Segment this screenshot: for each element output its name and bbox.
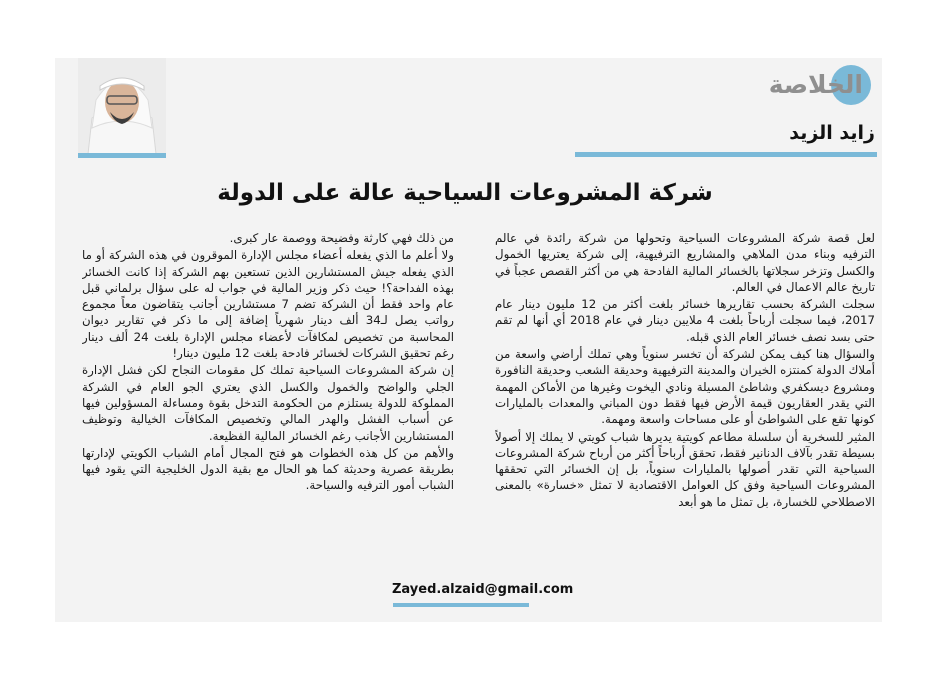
paragraph: والسؤال هنا كيف يمكن لشركة أن تخسر سنوياً وهي تملك أراضي واسعة من أملاك الدولة كمنتزه الخيران والمدينة الترفيهية وحديقة الشعب وحديقة النافورة ومشروع ديسكفري وشاطئ المسيلة ونادي اليخوت وغيرها من الأماكن المهمة التي يقدر العقاريون قيمة الأرض فيها فقط دون المباني والمعدات بالمليارات كونها تقع على الشواطئ أو على مساحات واسعة ومهمة. <box>495 347 875 427</box>
author-name: زايد الزيد <box>789 122 875 144</box>
email-accent-line <box>393 603 529 607</box>
article-column-left <box>82 230 454 575</box>
paragraph: سجلت الشركة بحسب تقاريرها خسائر بلغت أكثر من 12 مليون دينار عام 2017، فيما سجلت أرباحاً بلغت 4 ملايين دينار في عام 2018 أي أنها لم تقم حتى بسد نصف خسائر العام الذي قبله. <box>495 297 875 344</box>
author-accent-line <box>575 152 877 157</box>
article-column-right <box>495 230 875 570</box>
paragraph: لعل قصة شركة المشروعات السياحية وتحولها من شركة رائدة في عالم الترفيه وبناء مدن الملاهي والمشاريع الترفيهية، إلى شركة يعتريها الخمول والكسل وتزخر سجلاتها بالخسائر المالية الفادحة هي من أكثر القصص عجباً في تاريخ عالم الاعمال في العالم. <box>495 231 875 294</box>
author-email[interactable]: Zayed.alzaid@gmail.com <box>392 582 574 597</box>
paragraph: المثير للسخرية أن سلسلة مطاعم كويتية يديرها شباب كويتي لا يملك إلا أصولاً بسيطة تقدر بآلاف الدنانير فقط، تحقق أرباحاً أكثر من أرباح شركة المشروعات السياحية التي تقدر أصولها بالمليارات سنوياً، بل إن الخسائر التي تحققها المشروعات السياحية وفق كل العوامل الاقتصادية لا تمثل «خسارة» بالمعنى الاصطلاحي للخسارة، بل تمثل ما هو أبعد <box>495 429 875 509</box>
paragraph: من ذلك فهي كارثة وفضيحة ووصمة عار كبرى. <box>229 231 454 245</box>
portrait-accent-line <box>78 153 166 158</box>
paragraph: إن شركة المشروعات السياحية تملك كل مقومات النجاح لكن فشل الإدارة الجلي والواضح والخمول والكسل الذي يعتري الجو العام في الشركة المملوكة للدولة يستلزم من الحكومة التدخل بقوة ومساءلة المسؤولين فيها عن أسباب الفشل والهدر المالي وتخصيص المكافآت الخيالية وتوظيف المستشارين الأجانب رغم الخسائر المالية الفظيعة. <box>82 363 454 443</box>
article-headline: شركة المشروعات السياحية عالة على الدولة <box>217 180 713 206</box>
author-portrait <box>78 58 166 154</box>
paragraph: والأهم من كل هذه الخطوات هو فتح المجال أمام الشباب الكويتي لإدارتها بطريقة عصرية وحديثة كما هو الحال مع بقية الدول الخليجية التي يقود فيها الشباب أمور الترفيه والسياحة. <box>82 445 454 493</box>
column-logo-label: الخلاصة <box>768 70 863 99</box>
paragraph: ولا أعلم ما الذي يفعله أعضاء مجلس الإدارة الموقرون في هذه الشركة أو ما الذي يفعله جيش المستشارين الذين تستعين بهم الشركة إذا كانت الخسائر بهذه الفداحة؟! حيث ذكر وزير المالية في جواب له على سؤال برلماني قبل عام واحد فقط أن الشركة تضم 7 مستشارين أجانب يتقاضون معاً مجموع رواتب يصل لـ34 ألف دينار شهرياً إضافة إلى ما ذكر في تقارير ديوان المحاسبة من تخصيص لمكافآت لأعضاء مجلس الإدارة بلغت 24 ألف دينار رغم تحقيق الشركات لخسائر فادحة بلغت 12 مليون دينار! <box>82 248 454 361</box>
